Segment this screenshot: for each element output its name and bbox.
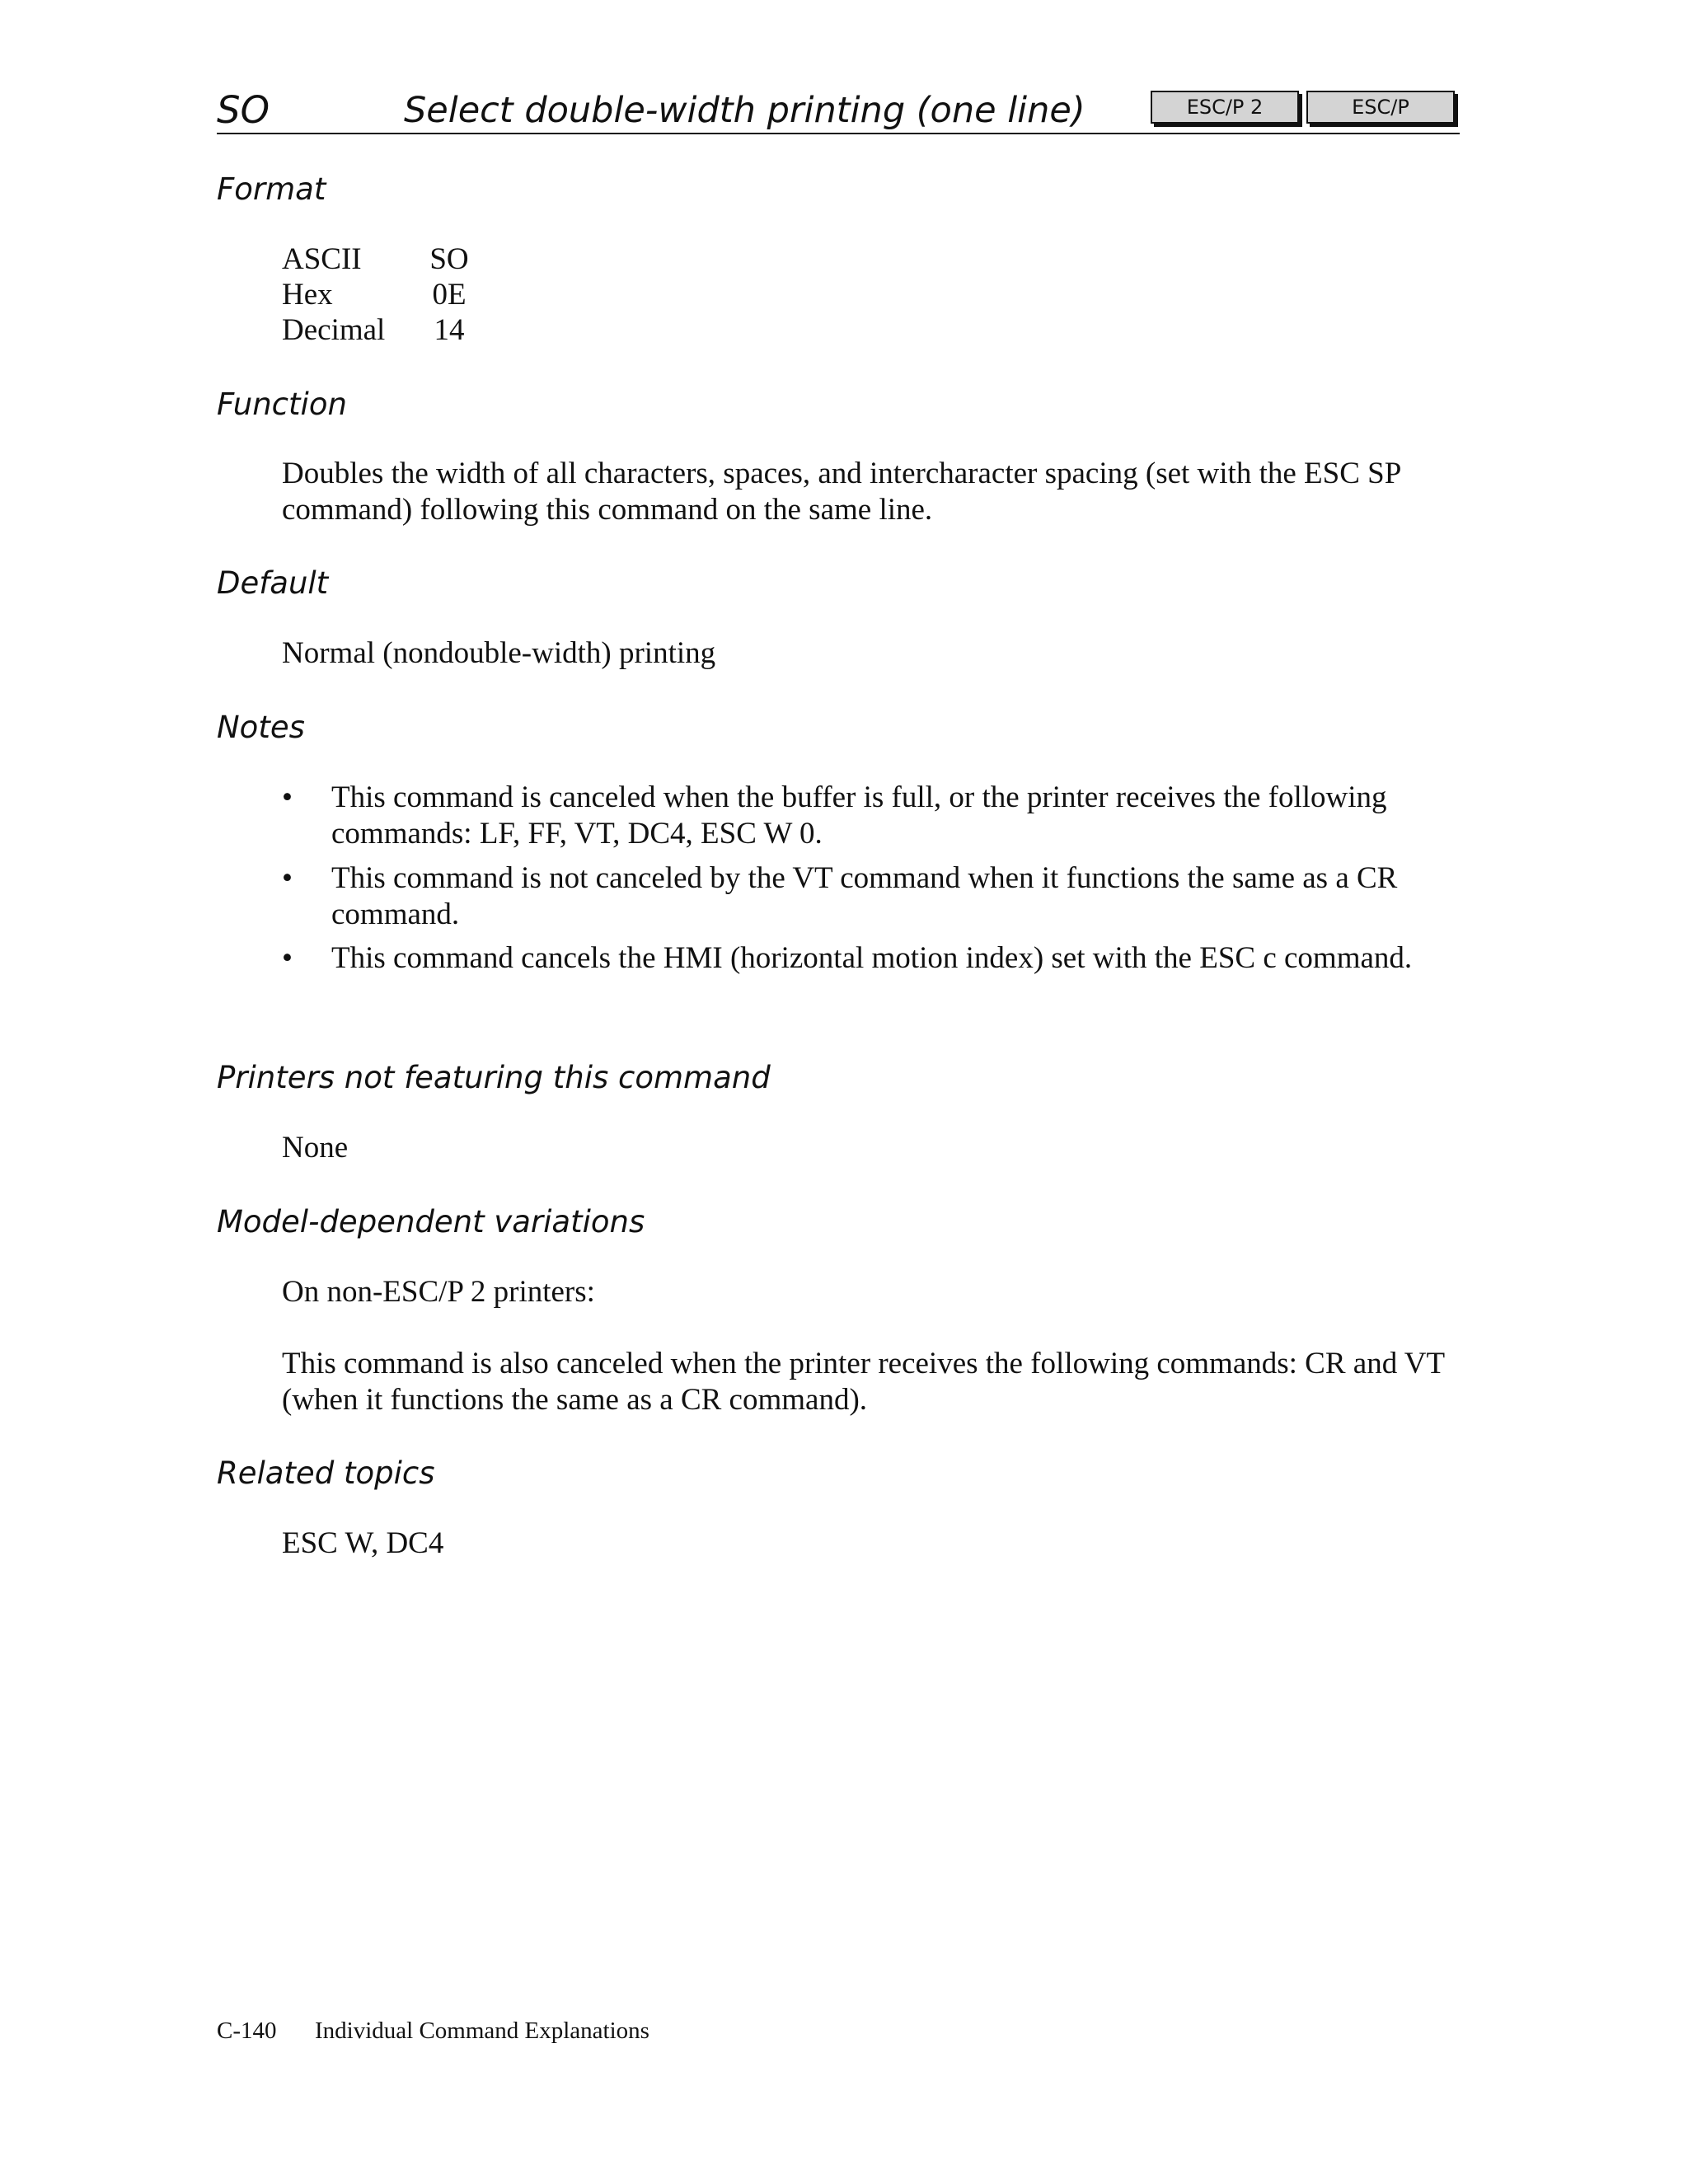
related-topics-heading: Related topics	[217, 1455, 435, 1491]
header-rule	[217, 133, 1460, 134]
default-heading: Default	[217, 565, 329, 601]
footer-page-number: C-140	[217, 2018, 277, 2044]
format-value-decimal: 14	[434, 313, 465, 347]
printers-not-featuring-text: None	[282, 1131, 349, 1165]
note-bullet: •	[282, 941, 293, 975]
model-variations-text: This command is also canceled when the printer receives the following commands: CR and VT (when it functions the same as a CR command).	[282, 1347, 1445, 1417]
format-label-decimal: Decimal	[282, 313, 386, 347]
note-item: This command is not canceled by the VT command when it functions the same as a CR command.	[331, 861, 1398, 931]
format-heading: Format	[217, 171, 326, 207]
model-variations-heading: Model-dependent variations	[217, 1204, 645, 1240]
format-value-ascii: SO	[429, 242, 469, 276]
command-code: SO	[217, 88, 270, 132]
model-variations-intro: On non-ESC/P 2 printers:	[282, 1275, 595, 1309]
escp2-badge: ESC/P 2	[1151, 91, 1299, 124]
format-value-hex: 0E	[432, 278, 467, 312]
notes-heading: Notes	[217, 710, 305, 745]
format-label-ascii: ASCII	[282, 242, 362, 276]
printers-not-featuring-heading: Printers not featuring this command	[217, 1060, 771, 1095]
note-bullet: •	[282, 861, 293, 895]
function-heading: Function	[217, 387, 347, 422]
note-item: This command is canceled when the buffer is full, or the printer receives the following commands: LF, FF, VT, DC4, ESC W 0.	[331, 780, 1387, 851]
note-item: This command cancels the HMI (horizontal motion index) set with the ESC c command.	[331, 941, 1413, 975]
format-label-hex: Hex	[282, 278, 333, 312]
page-title: Select double-width printing (one line)	[404, 90, 1085, 131]
default-text: Normal (nondouble-width) printing	[282, 636, 716, 670]
related-topics-text: ESC W, DC4	[282, 1526, 444, 1560]
escp-badge: ESC/P	[1306, 91, 1455, 124]
function-text: Doubles the width of all characters, spaces, and intercharacter spacing (set with the ESC SP command) following this command on the same line.	[282, 457, 1400, 527]
footer-title: Individual Command Explanations	[315, 2018, 649, 2044]
note-bullet: •	[282, 780, 293, 814]
